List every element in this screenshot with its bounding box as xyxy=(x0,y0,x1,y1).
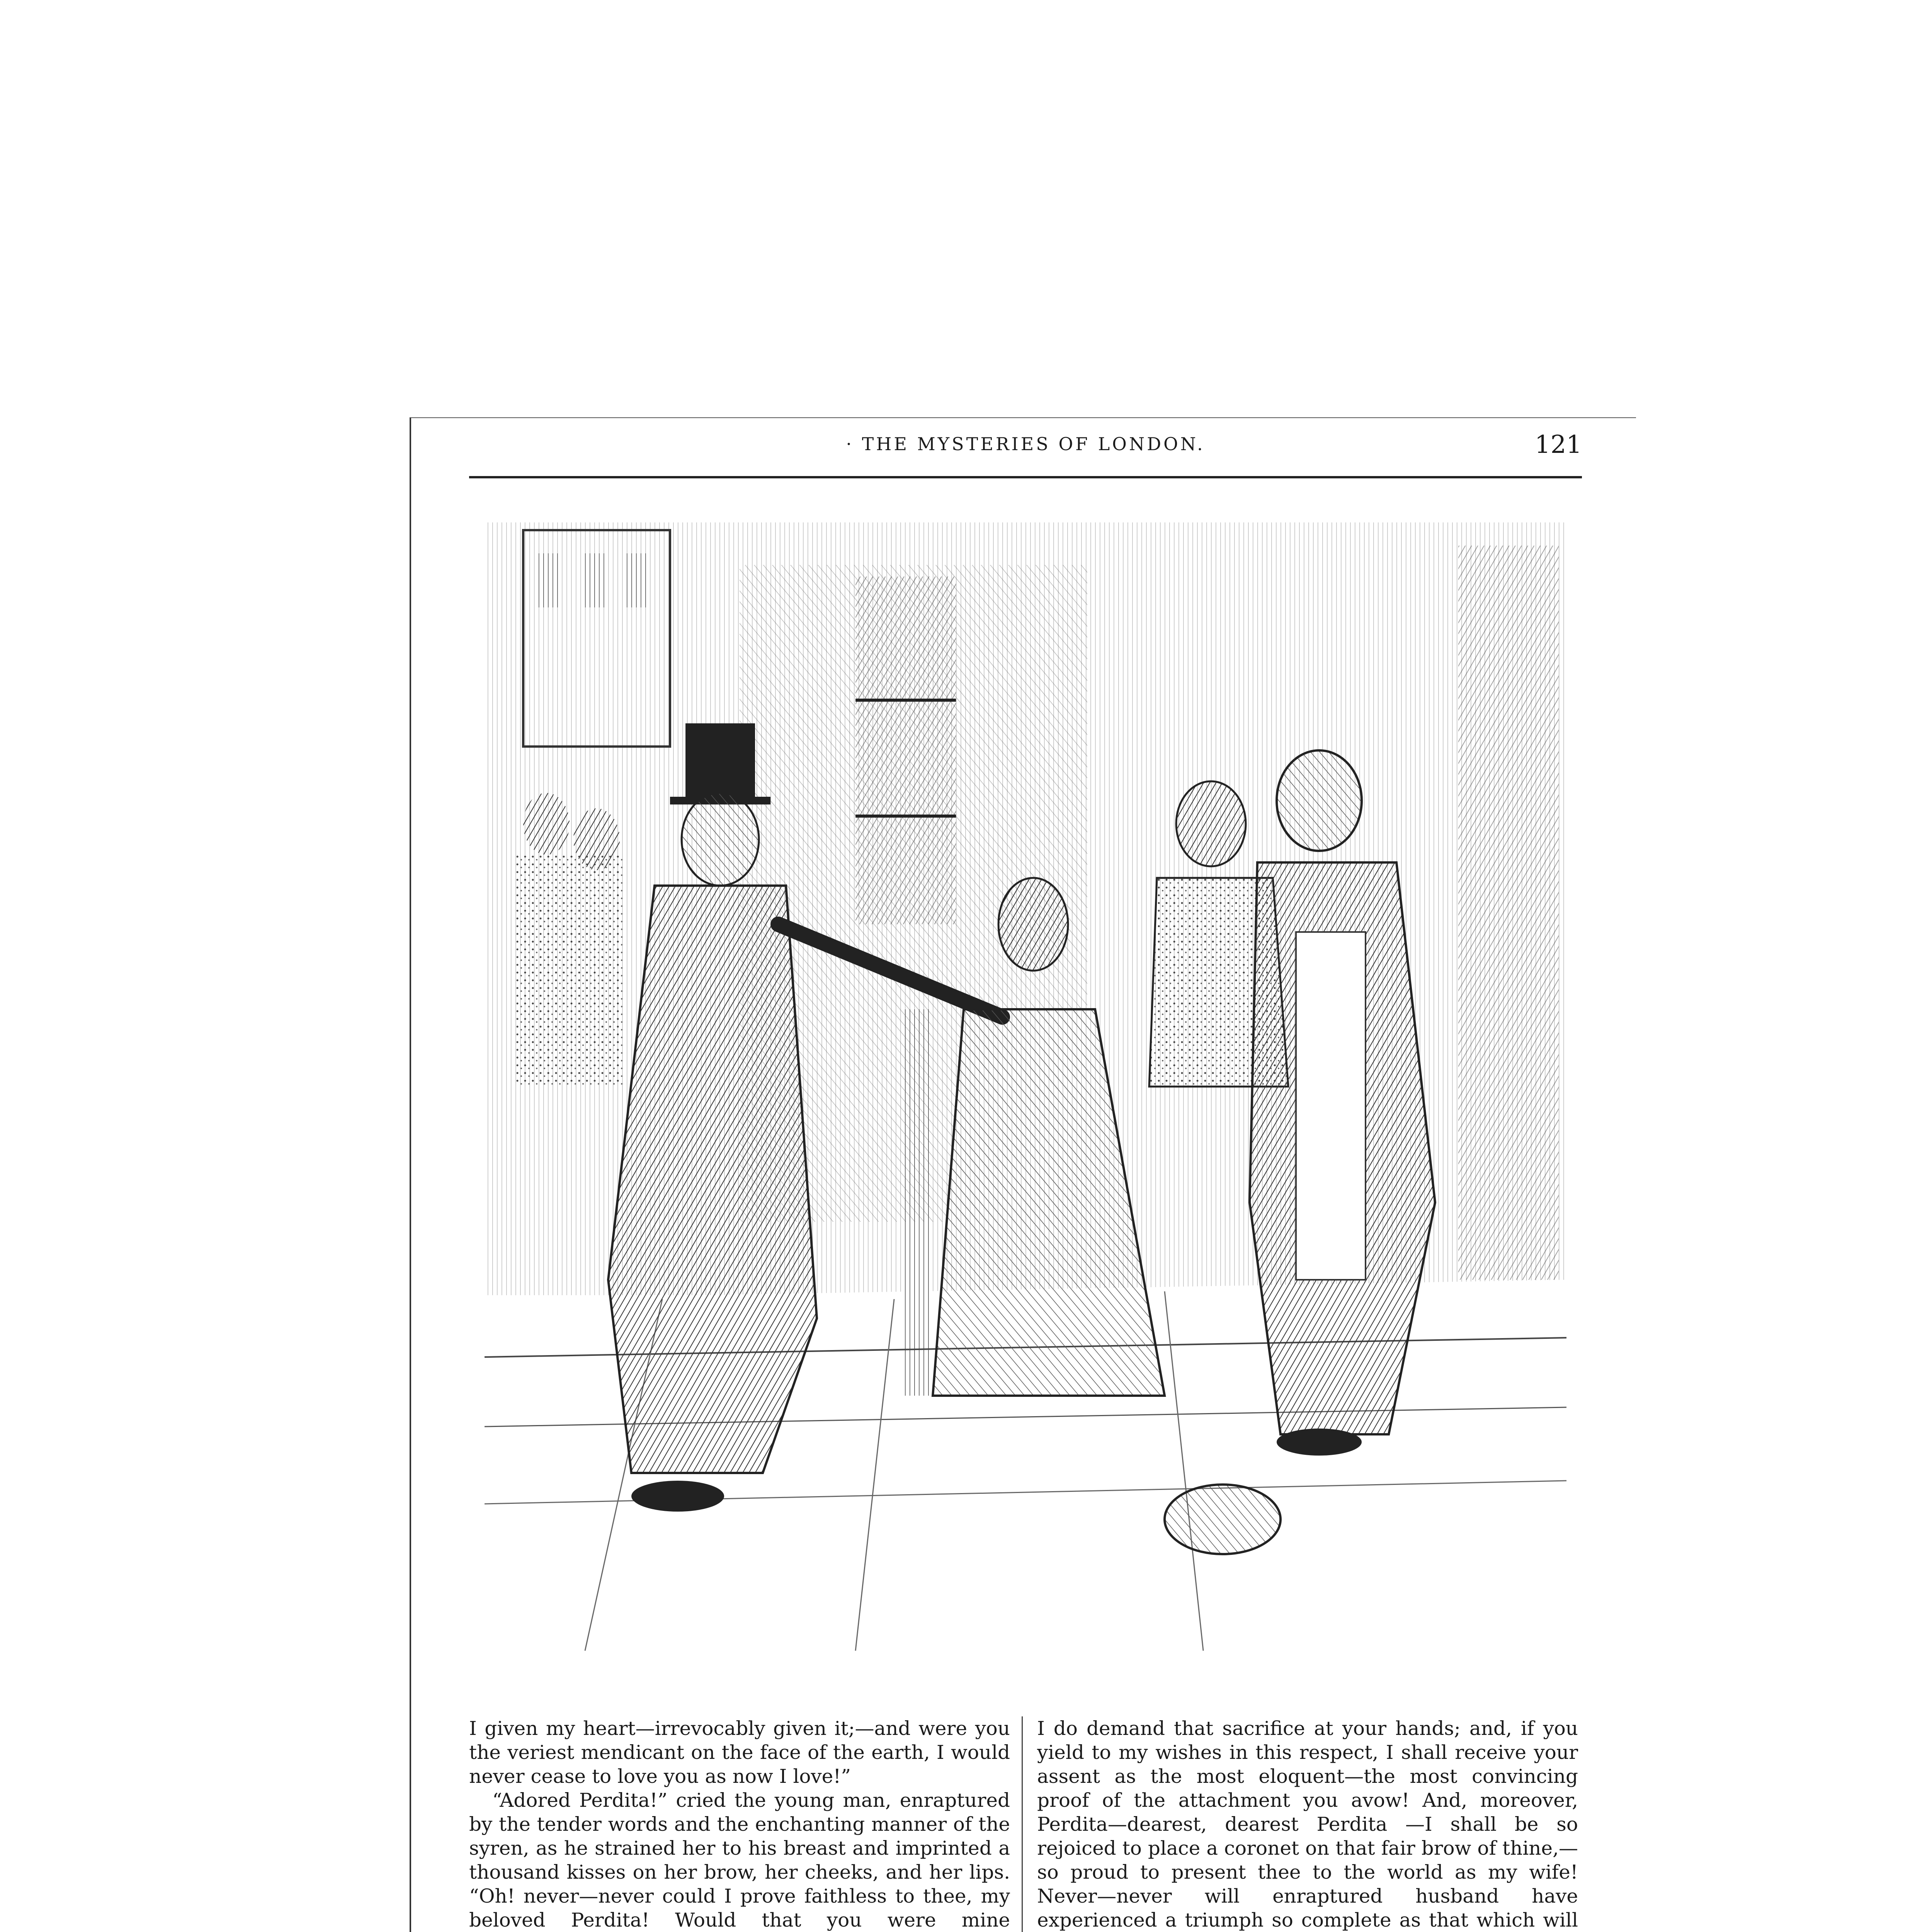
text-column-right xyxy=(1037,1716,1578,1932)
book-page xyxy=(410,417,1636,1932)
text-column-left xyxy=(469,1716,1010,1932)
engraving-illustration-icon xyxy=(469,507,1582,1666)
page-number: 121 xyxy=(1534,430,1582,459)
header-rule xyxy=(469,476,1582,478)
paragraph xyxy=(1037,1716,1578,1932)
column-divider xyxy=(1022,1716,1023,1932)
article-text xyxy=(469,1716,1582,1932)
paragraph: “Adored Perdita!” cried the young man, enraptured by the tender words and the enchanting manner of the syren, as he strained her to his breast and imprinted a thousand kisses on her brow, her cheeks, and her lips. “Oh! never—never could I prove faithless to thee, my beloved Perdita! Would that you were mine xyxy=(469,1789,1010,1931)
paragraph-text: I do demand that sacrifice at your hands; and, if you yield to my wishes in this respect, I shall receive your assent as the most eloquent—the most convincing proof of the attachment you avow! And, moreover, Perdita—dearest, dearest Perdita —I shall be so rejoiced to place a coronet on that fair brow of thine,—so proud to present thee to the world as my wife! Never—never will enraptured husband have experienced a triumph so complete as that which will xyxy=(1037,1717,1578,1931)
page-header xyxy=(469,430,1582,480)
paragraph: I given my heart—irrevocably given it;—and were you the veriest mendicant on the face of the earth, I would never cease to love you as now I love!” xyxy=(469,1717,1010,1787)
running-head: · THE MYSTERIES OF LONDON. xyxy=(846,434,1205,454)
engraving-illustration xyxy=(469,507,1582,1666)
